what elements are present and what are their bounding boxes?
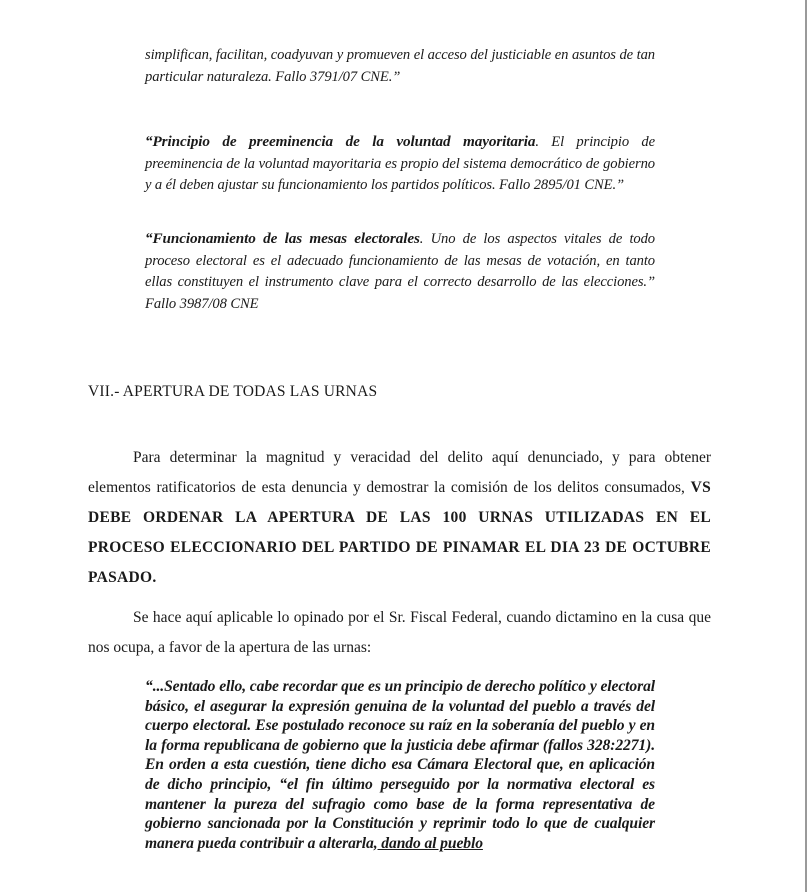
quote-text: “...Sentado ello, cabe recordar que es un principio de derecho político y electoral básico, el asegurar la expresión genuina de la voluntad del pueblo a través del cuerpo electoral. Ese postulado reconoce su raíz en la soberanía del pueblo y en la forma republicana de gobierno que la justicia debe afirmar (fallos 328:2271). En orden a esta cuestión, tiene dicho esa Cámara Electoral que, en aplicación de dicho principio, “el fin último perseguido por la normativa electoral es mantener la pureza del sufragio como base de la forma representativa de gobierno sancionada por la Constitución y reprimir todo lo que de cualquier manera pueda contribuir a alterarla, bbox=[145, 678, 655, 852]
section-heading: VII.- APERTURA DE TODAS LAS URNAS bbox=[88, 383, 378, 400]
paragraph-text: Se hace aquí aplicable lo opinado por el Sr. Fiscal Federal, cuando dictamino en la cusa que nos ocupa, a favor de la apertura de las urnas: bbox=[88, 609, 711, 656]
quote-text: . Uno de los aspectos vitales de todo proceso electoral es el adecuado funcionamiento de las mesas de votación, en tanto ellas constituyen el instrumento clave para el correcto desarrollo de las elecciones.” Fallo 3987/08 CNE bbox=[145, 231, 656, 312]
paragraph-text: Para determinar la magnitud y veracidad del delito aquí denunciado, y para obtener elementos ratificatorios de esta denuncia y demostrar la comisión de los delitos consumados, bbox=[88, 449, 711, 496]
quote-underlined-text: dando al pueblo bbox=[377, 834, 483, 852]
body-paragraph bbox=[88, 443, 711, 593]
jurisprudence-quote-3987 bbox=[145, 228, 655, 315]
fiscal-opinion-quote bbox=[145, 677, 655, 853]
quote-text: simplifican, facilitan, coadyuvan y promueven el acceso del justiciable en asuntos de tan particular naturaleza. Fallo 3791/07 CNE.” bbox=[145, 47, 655, 85]
quote-text: . El principio de preeminencia de la voluntad mayoritaria es propio del sistema democrático de gobierno y a él deben ajustar su funcionamiento los partidos políticos. Fallo 2895/01 CNE.” bbox=[145, 134, 655, 193]
paragraph-emphasis: VS DEBE ORDENAR LA APERTURA DE LAS 100 URNAS UTILIZADAS EN EL PROCESO ELECCIONARIO DEL PARTIDO DE PINAMAR EL DIA 23 DE OCTUBRE PASADO. bbox=[88, 479, 711, 586]
jurisprudence-quote-2895 bbox=[145, 131, 655, 197]
body-paragraph bbox=[88, 603, 711, 663]
jurisprudence-quote-3791 bbox=[145, 45, 655, 88]
quote-title: “Funcionamiento de las mesas electorales bbox=[145, 230, 420, 247]
quote-title: “Principio de preeminencia de la voluntad mayoritaria bbox=[145, 133, 536, 150]
